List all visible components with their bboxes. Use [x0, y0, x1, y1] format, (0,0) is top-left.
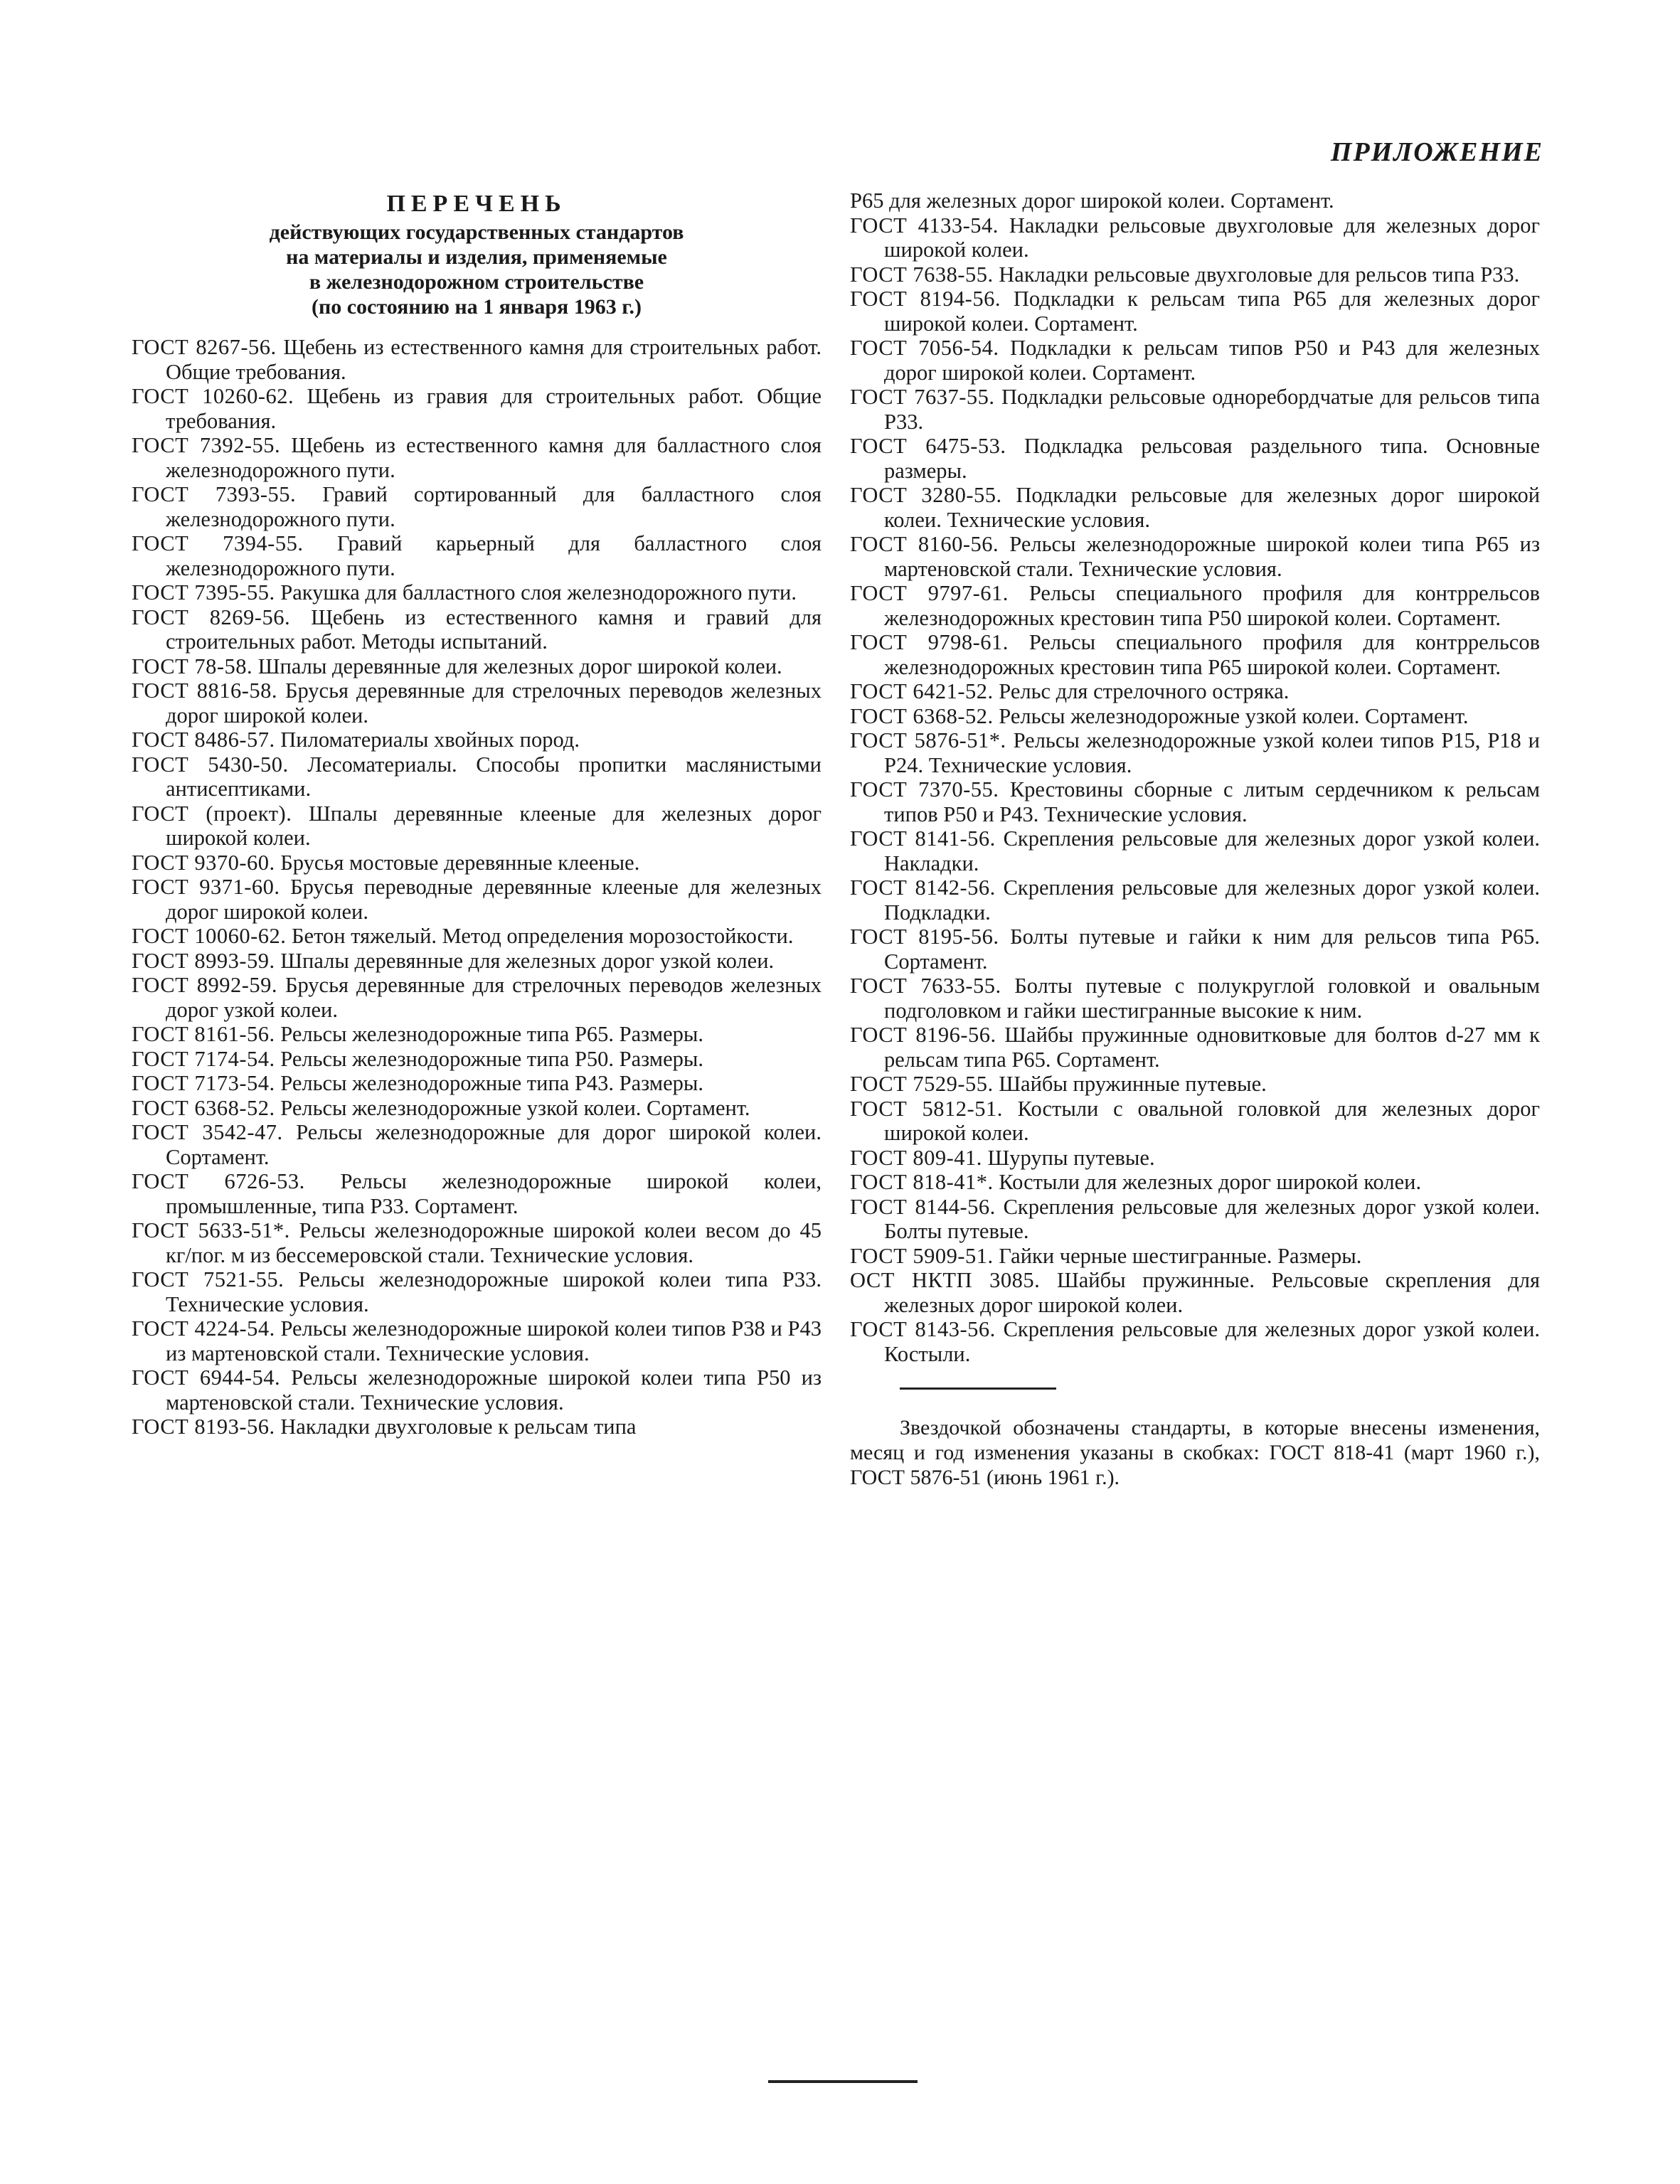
standard-code: ГОСТ 6475-53.: [850, 434, 1006, 458]
standard-title: Накладки рельсовые двухголовые для рельсов типа Р33.: [999, 262, 1520, 287]
standard-entry: [132, 1022, 822, 1047]
standard-entry: [850, 434, 1540, 483]
standard-title: Щебень из естественного камня и гравий для строительных работ. Методы испытаний.: [166, 604, 822, 654]
standard-code: ГОСТ 8193-56.: [132, 1415, 275, 1439]
standard-title: Брусья деревянные для стрелочных переводов железных дорог широкой колеи.: [166, 678, 822, 728]
standard-entry: [850, 532, 1540, 581]
title-line: (по состоянию на 1 января 1963 г.): [311, 295, 642, 319]
standard-code: ГОСТ 78-58.: [132, 654, 253, 678]
standard-title: Рельсы железнодорожные для дорог широкой колеи. Сортамент.: [166, 1120, 822, 1169]
standard-code: ГОСТ 7370-55.: [850, 777, 999, 801]
standard-entry: [850, 728, 1540, 777]
standard-entry: [132, 1120, 822, 1169]
standard-entry: [132, 580, 822, 605]
standard-title: Шайбы пружинные. Рельсовые скрепления для железных дорог широкой колеи.: [884, 1268, 1540, 1317]
standard-title: Брусья мостовые деревянные клееные.: [280, 850, 640, 875]
standard-entry: [132, 605, 822, 654]
standard-code: ГОСТ 8486-57.: [132, 728, 275, 752]
standard-title: Щебень из естественного камня для строительных работ. Общие требования.: [166, 335, 822, 384]
standard-entry: [850, 974, 1540, 1023]
standard-title: Скрепления рельсовые для железных дорог узкой колеи. Накладки.: [884, 826, 1541, 875]
standard-code: ГОСТ 7637-55.: [850, 385, 995, 409]
standard-entry: [850, 704, 1540, 729]
standard-title: Гравий карьерный для балластного слоя железнодорожного пути.: [166, 531, 822, 580]
standard-title: Костыли для железных дорог широкой колеи.: [999, 1170, 1422, 1194]
standard-title: Рельсы железнодорожные широкой колеи весом до 45 кг/пог. м из бессемеровской стали. Технические условия.: [166, 1218, 822, 1267]
standard-title: Рельсы железнодорожные широкой колеи типов Р38 и Р43 из мартеновской стали. Технические условия.: [166, 1316, 822, 1365]
standard-entry: [850, 385, 1540, 434]
standard-code: ГОСТ 4224-54.: [132, 1316, 275, 1341]
standard-entry: [850, 1072, 1540, 1097]
standard-code: ГОСТ 10260-62.: [132, 384, 294, 408]
standard-title: Подкладки рельсовые одноребордчатые для рельсов типа Р33.: [884, 385, 1541, 434]
standard-code: ГОСТ 8195-56.: [850, 925, 999, 949]
standard-entry: [132, 384, 822, 433]
standard-code: ГОСТ 3280-55.: [850, 483, 1002, 507]
standard-title: Шайбы пружинные одновитковые для болтов d-27 мм к рельсам типа Р65. Сортамент.: [884, 1023, 1541, 1072]
standard-code: ГОСТ 8196-56.: [850, 1023, 996, 1047]
standard-code: ГОСТ 8142-56.: [850, 875, 996, 900]
standard-title: Рельсы железнодорожные широкой колеи типа Р50 из мартеновской стали. Технические условия.: [166, 1365, 822, 1415]
left-column: [132, 188, 822, 1439]
standard-title: Щебень из естественного камня для балластного слоя железнодорожного пути.: [166, 433, 822, 482]
standard-code: ГОСТ (проект).: [132, 801, 292, 826]
standard-code: ГОСТ 7529-55.: [850, 1072, 994, 1096]
standard-entry: [132, 1096, 822, 1121]
standard-entry: [132, 482, 822, 531]
standard-title: Шпалы деревянные клееные для железных дорог широкой колеи.: [166, 801, 822, 850]
standard-code: ГОСТ 7638-55.: [850, 262, 994, 287]
standard-entry: [132, 752, 822, 801]
appendix-heading: ПРИЛОЖЕНИЕ: [1330, 137, 1543, 167]
standard-entry: [850, 777, 1540, 826]
standard-title: Костыли с овальной головкой для железных дорог широкой колеи.: [884, 1096, 1541, 1145]
standard-entry: [132, 654, 822, 679]
standard-entry: [132, 1071, 822, 1096]
standard-title: Щебень из гравия для строительных работ. Общие требования.: [166, 384, 822, 433]
title-line: действующих государственных стандартов: [269, 220, 684, 244]
standard-code: ГОСТ 7395-55.: [132, 580, 275, 604]
standard-entry: [850, 213, 1540, 262]
standard-entry: [132, 1218, 822, 1267]
title-main: ПЕРЕЧЕНЬ: [386, 191, 567, 217]
standard-code: ГОСТ 6368-52.: [850, 703, 994, 728]
standard-entry: [850, 1146, 1540, 1171]
standard-code: ГОСТ 5909-51.: [850, 1243, 994, 1268]
standard-entry: [132, 924, 822, 949]
standard-title: Шпалы деревянные для железных дорог узкой колеи.: [280, 948, 775, 973]
standard-title: Рельсы специального профиля для контррельсов железнодорожных крестовин типа Р50 широкой колеи. Сортамент.: [884, 581, 1540, 630]
standard-code: ГОСТ 5812-51.: [850, 1096, 1003, 1121]
standard-title: Болты путевые и гайки к ним для рельсов типа Р65. Сортамент.: [884, 925, 1541, 974]
standard-title: Рельсы железнодорожные узкой колеи. Сортамент.: [999, 703, 1469, 728]
standard-code: ГОСТ 7056-54.: [850, 336, 999, 360]
standard-entry: [132, 949, 822, 974]
standard-title: Рельсы железнодорожные узкой колеи. Сортамент.: [280, 1095, 750, 1120]
standard-entry: [850, 1170, 1540, 1195]
standard-entry: [850, 1097, 1540, 1146]
standard-code: ГОСТ 809-41.: [850, 1145, 982, 1170]
standard-code: ГОСТ 7393-55.: [132, 482, 297, 506]
standard-code: ГОСТ 9798-61.: [850, 630, 1009, 654]
standard-title: Подкладки рельсовые для железных дорог широкой колеи. Технические условия.: [884, 483, 1541, 532]
standard-title: Рельсы железнодорожные узкой колеи типов Р15, Р18 и Р24. Технические условия.: [884, 728, 1541, 777]
left-standards-list: [132, 335, 822, 1439]
standard-title: Рельсы железнодорожные типа Р65. Размеры.: [280, 1022, 703, 1046]
standard-entry: [850, 262, 1540, 287]
standard-code: ГОСТ 7394-55.: [132, 531, 304, 555]
footnote: Звездочкой обозначены стандарты, в которые внесены изменения, месяц и год изменения указаны в скобках: ГОСТ 818-41 (март 1960 г.), ГОСТ 5876-51 (июнь 1961 г.).: [850, 1416, 1540, 1489]
standard-code: ГОСТ 7174-54.: [132, 1046, 275, 1071]
standard-entry: [132, 973, 822, 1022]
standard-code: ГОСТ 818-41*.: [850, 1170, 994, 1194]
standard-title: Шпалы деревянные для железных дорог широкой колеи.: [257, 654, 782, 678]
standard-code: ГОСТ 6944-54.: [132, 1365, 281, 1390]
footnote-divider: [900, 1387, 1056, 1390]
standard-title: Болты путевые с полукруглой головкой и овальным подголовком и гайки шестигранные высокие к ним.: [884, 974, 1540, 1023]
standard-entry: [132, 335, 822, 384]
standard-entry: [132, 1169, 822, 1218]
standard-entry: [850, 287, 1540, 336]
standard-entry: [132, 433, 822, 482]
standard-title: Шайбы пружинные путевые.: [999, 1072, 1267, 1096]
standard-title: Ракушка для балластного слоя железнодорожного пути.: [280, 580, 797, 604]
standard-entry: [850, 1023, 1540, 1072]
standard-entry: [132, 875, 822, 924]
standard-code: ГОСТ 7392-55.: [132, 433, 281, 457]
standard-code: ГОСТ 6726-53.: [132, 1169, 305, 1193]
standard-code: ГОСТ 5430-50.: [132, 752, 289, 777]
standard-title: Накладки рельсовые двухголовые для железных дорог широкой колеи.: [884, 213, 1541, 262]
standard-code: ГОСТ 8144-56.: [850, 1194, 996, 1219]
standard-code: ГОСТ 8816-58.: [132, 678, 277, 703]
standard-code: ГОСТ 6368-52.: [132, 1095, 275, 1120]
standard-title: Рельсы железнодорожные широкой колеи, промышленные, типа Р33. Сортамент.: [166, 1169, 822, 1218]
continued-entry-text: Р65 для железных дорог широкой колеи. Сортамент.: [850, 188, 1334, 213]
standard-code: ГОСТ 8161-56.: [132, 1022, 275, 1046]
standard-title: Шурупы путевые.: [987, 1145, 1155, 1170]
list-title: [132, 188, 822, 319]
standard-code: ГОСТ 9797-61.: [850, 581, 1009, 605]
standard-title: Крестовины сборные с литым сердечником к рельсам типов Р50 и Р43. Технические условия.: [884, 777, 1541, 826]
standard-entry: [850, 483, 1540, 532]
standard-title: Рельсы специального профиля для контррельсов железнодорожных крестовин типа Р65 широкой колеи. Сортамент.: [884, 630, 1540, 679]
standard-code: ГОСТ 9370-60.: [132, 850, 275, 875]
standard-title: Скрепления рельсовые для железных дорог узкой колеи. Подкладки.: [884, 875, 1541, 925]
standard-title: Гайки черные шестигранные. Размеры.: [999, 1243, 1362, 1268]
standard-title: Рельсы железнодорожные типа Р50. Размеры.: [280, 1046, 703, 1071]
standard-entry: [850, 1195, 1540, 1244]
standard-code: ГОСТ 5876-51*.: [850, 728, 1006, 752]
standard-code: ГОСТ 9371-60.: [132, 875, 280, 899]
standard-code: ГОСТ 8194-56.: [850, 287, 1001, 311]
standard-title: Скрепления рельсовые для железных дорог узкой колеи. Болты путевые.: [884, 1194, 1541, 1243]
standard-code: ГОСТ 7521-55.: [132, 1267, 285, 1291]
standard-title: Брусья переводные деревянные клееные для железных дорог широкой колеи.: [166, 875, 822, 924]
standard-title: Рельсы железнодорожные широкой колеи типа Р33. Технические условия.: [166, 1267, 822, 1316]
standard-entry: [132, 1267, 822, 1316]
standard-code: ГОСТ 8993-59.: [132, 948, 275, 973]
standard-entry: [850, 630, 1540, 679]
standard-code: ГОСТ 4133-54.: [850, 213, 999, 238]
standard-title: Гравий сортированный для балластного слоя железнодорожного пути.: [166, 482, 822, 531]
standard-entry: [850, 1317, 1540, 1366]
standard-title: Рельсы железнодорожные широкой колеи типа Р65 из мартеновской стали. Технические условия.: [884, 532, 1540, 581]
standard-code: ГОСТ 7633-55.: [850, 974, 1001, 998]
right-column: [850, 188, 1540, 1490]
standard-title: Рельсы железнодорожные типа Р43. Размеры.: [280, 1071, 703, 1095]
standard-entry: [850, 1244, 1540, 1269]
standard-code: ГОСТ 5633-51*.: [132, 1218, 290, 1242]
standard-entry: [132, 851, 822, 875]
standard-title: Рельс для стрелочного остряка.: [999, 679, 1290, 703]
standard-entry: [850, 336, 1540, 385]
standard-entry: [850, 875, 1540, 925]
standard-code: ГОСТ 8267-56.: [132, 335, 277, 359]
right-standards-list: [850, 213, 1540, 1367]
standard-entry: [850, 826, 1540, 875]
standard-entry: [132, 1365, 822, 1415]
standard-title: Скрепления рельсовые для железных дорог узкой колеи. Костыли.: [884, 1317, 1541, 1366]
standard-code: ОСТ НКТП 3085.: [850, 1268, 1041, 1292]
standard-entry: [850, 679, 1540, 704]
standard-code: ГОСТ 8160-56.: [850, 532, 999, 556]
standard-title: Подкладки к рельсам типа Р65 для железных дорог широкой колеи. Сортамент.: [884, 287, 1541, 336]
standard-entry: [850, 925, 1540, 974]
title-line: на материалы и изделия, применяемые: [286, 245, 667, 269]
standard-entry: [850, 581, 1540, 630]
standard-code: ГОСТ 8143-56.: [850, 1317, 996, 1341]
title-line: в железнодорожном строительстве: [309, 270, 644, 294]
standard-code: ГОСТ 8992-59.: [132, 973, 277, 997]
standard-code: ГОСТ 6421-52.: [850, 679, 994, 703]
standard-entry: [132, 1415, 822, 1439]
standard-code: ГОСТ 7173-54.: [132, 1071, 275, 1095]
standard-entry: [850, 1268, 1540, 1317]
standard-title: Подкладки к рельсам типов Р50 и Р43 для железных дорог широкой колеи. Сортамент.: [884, 336, 1541, 385]
standard-entry: [132, 801, 822, 851]
standard-entry: [132, 1047, 822, 1072]
standard-title: Подкладка рельсовая раздельного типа. Основные размеры.: [884, 434, 1540, 483]
standard-title: Лесоматериалы. Способы пропитки маслянистыми антисептиками.: [166, 752, 822, 801]
standard-title: Брусья деревянные для стрелочных переводов железных дорог узкой колеи.: [166, 973, 822, 1022]
standard-code: ГОСТ 10060-62.: [132, 924, 287, 948]
standard-entry: [132, 531, 822, 580]
standard-title: Пиломатериалы хвойных пород.: [280, 728, 580, 752]
standard-code: ГОСТ 3542-47.: [132, 1120, 283, 1144]
end-of-page-rule: [768, 2080, 918, 2083]
standard-entry: [132, 678, 822, 728]
standard-code: ГОСТ 8269-56.: [132, 604, 291, 629]
standard-title: Накладки двухголовые к рельсам типа: [280, 1415, 637, 1439]
standard-title: Бетон тяжелый. Метод определения морозостойкости.: [292, 924, 794, 948]
standard-code: ГОСТ 8141-56.: [850, 826, 996, 851]
standard-entry: [132, 728, 822, 752]
standard-entry: [132, 1316, 822, 1365]
